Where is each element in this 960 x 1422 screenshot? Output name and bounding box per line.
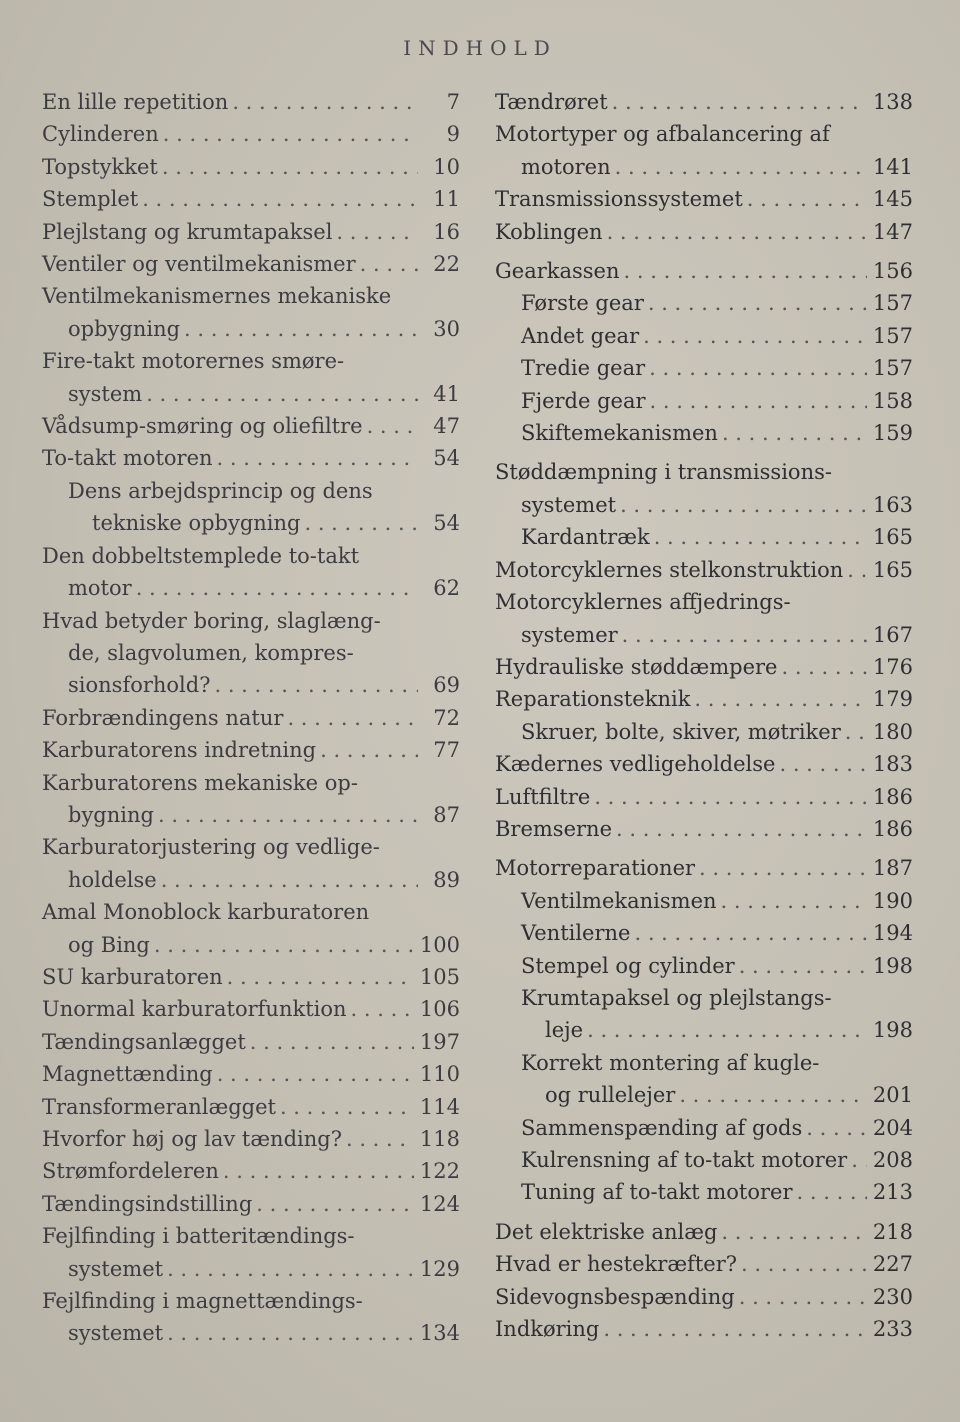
toc-page-number: 77 <box>433 738 460 763</box>
dot-leader <box>332 216 418 248</box>
toc-entry <box>495 1281 913 1313</box>
toc-entry-title: Transmissionssystemet <box>495 187 743 212</box>
toc-entry-title: Indkøring <box>495 1317 600 1342</box>
toc-page-number: 54 <box>433 511 460 536</box>
dot-leader <box>644 287 867 319</box>
toc-page-number: 129 <box>419 1256 460 1281</box>
toc-entry-title: Tuning af to-takt motorer <box>521 1180 793 1205</box>
toc-page-number: 118 <box>419 1127 460 1151</box>
toc-page-number: 213 <box>872 1180 913 1205</box>
toc-entry <box>495 1047 913 1112</box>
dot-leader <box>793 1176 867 1208</box>
toc-entry-title-line: Dens arbejdsprincip og dens <box>68 478 373 503</box>
dot-leader <box>608 86 867 118</box>
toc-page-number: 134 <box>419 1321 460 1346</box>
dot-leader <box>316 734 418 766</box>
toc-page-number: 165 <box>872 525 913 550</box>
toc-entry-title: tekniske opbygning <box>92 511 301 536</box>
toc-entry <box>42 1285 460 1350</box>
toc-page-number: 157 <box>872 323 913 348</box>
toc-page-number: 11 <box>433 187 460 212</box>
toc-entry-title: Plejlstang og krumtapaksel <box>42 219 333 244</box>
toc-entry-title-line: Fejlfinding i batteritændings- <box>42 1224 355 1249</box>
toc-entry <box>42 1123 460 1155</box>
dot-leader <box>650 521 867 553</box>
dot-leader <box>777 651 866 683</box>
dot-leader <box>180 313 418 345</box>
toc-page-number: 201 <box>872 1083 913 1108</box>
toc-page-number: 72 <box>433 705 460 730</box>
dot-leader <box>843 554 867 586</box>
dot-leader <box>717 1216 866 1248</box>
toc-entry <box>495 1112 913 1144</box>
toc-entry-title: Det elektriske anlæg <box>495 1219 718 1244</box>
toc-entry-title-line: Ventilmekanismernes mekaniske <box>42 284 392 309</box>
toc-entry-title: Luftfiltre <box>495 784 591 809</box>
dot-leader <box>646 385 867 417</box>
dot-leader <box>223 961 414 993</box>
toc-page-number: 16 <box>433 219 460 244</box>
toc-entry <box>42 702 460 734</box>
dot-leader <box>342 1123 414 1155</box>
toc-entry <box>495 183 913 215</box>
toc-entry-title: Cylinderen <box>42 122 159 147</box>
toc-entry-title: Andet gear <box>521 323 640 348</box>
toc-page-number: 180 <box>872 719 913 744</box>
toc-entry-title: Motorcyklernes stelkonstruktion <box>495 557 844 582</box>
dot-leader <box>620 255 867 287</box>
toc-entry <box>495 1144 913 1176</box>
dot-leader <box>639 320 867 352</box>
toc-entry <box>495 456 913 521</box>
dot-leader <box>210 669 418 701</box>
toc-entry <box>495 1313 913 1345</box>
dot-leader <box>695 852 867 884</box>
toc-entry-title: system <box>68 381 143 406</box>
toc-entry <box>495 813 913 845</box>
toc-entry-title: Vådsump-smøring og oliefiltre <box>42 414 363 439</box>
toc-entry-title: opbygning <box>68 316 181 341</box>
toc-entry <box>42 475 460 540</box>
toc-page-number: 105 <box>419 964 460 989</box>
dot-leader <box>775 748 866 780</box>
toc-page-number: 159 <box>872 421 913 446</box>
toc-entry <box>495 1176 913 1208</box>
toc-entry-title: Forbrændingens natur <box>42 705 284 730</box>
toc-entry-title: bygning <box>68 802 154 827</box>
toc-page-number: 165 <box>872 557 913 582</box>
toc-entry-title: Karburatorens indretning <box>42 738 317 763</box>
toc-entry <box>42 1188 460 1220</box>
toc-entry-title: Magnettænding <box>42 1062 213 1087</box>
toc-entry-title: Ventilmekanismen <box>521 888 717 913</box>
toc-entry-title: Hvad er hestekræfter? <box>495 1252 737 1277</box>
toc-page-number: 233 <box>872 1317 913 1342</box>
dot-leader <box>583 1014 867 1046</box>
toc-page-number: 179 <box>872 687 913 712</box>
toc-entry-title: Tredie gear <box>521 356 646 381</box>
toc-page-number: 7 <box>446 90 460 114</box>
toc-entry <box>495 917 913 949</box>
toc-page-number: 197 <box>419 1029 460 1054</box>
toc-entry <box>42 410 460 442</box>
toc-entry-title: motor <box>68 576 132 601</box>
toc-entry-title-line: Motorcyklernes affjedrings- <box>495 590 791 615</box>
dot-leader <box>213 442 418 474</box>
toc-entry-title-line: Motortyper og afbalancering af <box>495 122 830 147</box>
toc-entry <box>42 896 460 961</box>
dot-leader <box>690 683 866 715</box>
toc-entry-title: Skruer, bolte, skiver, møtriker <box>521 719 841 744</box>
dot-leader <box>142 378 418 410</box>
toc-entry-title-line: Støddæmpning i transmissions- <box>495 460 832 485</box>
toc-page-number: 208 <box>872 1148 913 1172</box>
toc-entry-title: Hvorfor høj og lav tænding? <box>42 1127 342 1151</box>
toc-entry <box>495 385 913 417</box>
toc-page-number: 30 <box>433 316 460 341</box>
toc-entry <box>42 540 460 605</box>
toc-page-number: 176 <box>872 654 913 679</box>
toc-entry-title: Hydrauliske støddæmpere <box>495 654 778 679</box>
toc-entry-title-line: Korrekt montering af kugle- <box>521 1050 820 1075</box>
toc-page-number: 147 <box>872 219 913 244</box>
toc-page-number: 87 <box>433 802 460 827</box>
toc-entry-title: Reparationsteknik <box>495 687 691 712</box>
dot-leader <box>158 151 418 183</box>
toc-entry-title: Tændingsindstilling <box>42 1191 253 1216</box>
toc-entry <box>42 767 460 832</box>
toc-entry <box>42 1155 460 1187</box>
dot-leader <box>132 572 418 604</box>
toc-entry-title: Motorreparationer <box>495 856 696 881</box>
dot-leader <box>283 702 418 734</box>
dot-leader <box>611 151 867 183</box>
toc-page-number: 141 <box>872 154 913 179</box>
dot-leader <box>154 799 418 831</box>
toc-entry-title: Koblingen <box>495 219 603 244</box>
dot-leader <box>276 1091 414 1123</box>
toc-entry-title: Fjerde gear <box>521 388 646 413</box>
toc-page-number: 187 <box>872 856 913 881</box>
toc-entry <box>495 320 913 352</box>
toc-entry <box>42 1026 460 1058</box>
toc-entry <box>42 216 460 248</box>
toc-entry <box>42 734 460 766</box>
toc-entry-title: Kulrensning af to-takt motorer <box>521 1148 848 1172</box>
toc-page-number: 89 <box>433 867 460 892</box>
toc-entry <box>42 831 460 896</box>
toc-entry-title: Gearkassen <box>495 259 620 284</box>
toc-entry-title-line: Krumtapaksel og plejlstangs- <box>521 985 832 1010</box>
dot-leader <box>150 929 414 961</box>
dot-leader <box>735 950 867 982</box>
toc-entry <box>495 982 913 1047</box>
dot-leader <box>159 118 418 150</box>
toc-entry <box>495 950 913 982</box>
toc-entry-title: Tændingsanlægget <box>42 1029 246 1054</box>
toc-entry <box>42 345 460 410</box>
toc-entry <box>42 1058 460 1090</box>
dot-leader <box>246 1026 414 1058</box>
dot-leader <box>163 1253 414 1285</box>
toc-entry <box>495 118 913 183</box>
toc-page-number: 204 <box>872 1115 913 1140</box>
toc-entry-title: Skiftemekanismen <box>521 421 718 446</box>
toc-page-number: 47 <box>433 414 460 439</box>
dot-leader <box>847 1144 867 1176</box>
toc-entry <box>42 248 460 280</box>
toc-page-number: 157 <box>872 291 913 316</box>
dot-leader <box>138 183 418 215</box>
dot-leader <box>300 507 418 539</box>
toc-page-number: 145 <box>872 187 913 212</box>
dot-leader <box>630 917 866 949</box>
dot-leader <box>219 1155 414 1187</box>
toc-entry <box>495 781 913 813</box>
toc-entry <box>495 716 913 748</box>
toc-entry <box>495 1248 913 1280</box>
toc-page-number: 22 <box>433 252 460 277</box>
toc-entry <box>495 852 913 884</box>
toc-page-number: 156 <box>872 259 913 284</box>
toc-entry-title: sionsforhold? <box>68 673 211 698</box>
toc-entry-title: leje <box>545 1018 584 1043</box>
toc-page-number: 194 <box>872 921 913 946</box>
toc-entry-title-line: Den dobbeltstemplede to-takt <box>42 543 360 568</box>
dot-leader <box>163 1317 414 1349</box>
toc-page-number: 10 <box>433 154 460 179</box>
toc-entry <box>495 683 913 715</box>
toc-entry-title: Kædernes vedligeholdelse <box>495 752 776 777</box>
dot-leader <box>599 1313 867 1345</box>
toc-page-number: 186 <box>872 816 913 841</box>
toc-page-number: 124 <box>419 1191 460 1216</box>
dot-leader <box>616 489 867 521</box>
dot-leader <box>618 619 867 651</box>
toc-entry <box>42 605 460 702</box>
toc-entry <box>42 183 460 215</box>
toc-page-number: 9 <box>446 122 460 147</box>
toc-entry-title: systemet <box>68 1321 164 1346</box>
toc-entry <box>495 352 913 384</box>
toc-page-number: 110 <box>419 1062 460 1087</box>
toc-right-column <box>495 86 913 1345</box>
toc-entry-title: og rullelejer <box>545 1083 676 1108</box>
dot-leader <box>841 716 867 748</box>
toc-page-number: 186 <box>872 784 913 809</box>
dot-leader <box>157 864 418 896</box>
toc-page-number: 167 <box>872 622 913 647</box>
toc-entry <box>42 1091 460 1123</box>
toc-page-number: 183 <box>872 752 913 777</box>
dot-leader <box>735 1281 867 1313</box>
toc-entry-title-line: Karburatorens mekaniske op- <box>42 770 358 795</box>
toc-entry-title: systemet <box>68 1256 164 1281</box>
toc-entry-title: SU karburatoren <box>42 964 223 989</box>
toc-entry-title: Ventilerne <box>521 921 631 946</box>
toc-entry <box>42 1220 460 1285</box>
dot-leader <box>590 781 867 813</box>
toc-page-number: 69 <box>433 673 460 698</box>
dot-leader <box>252 1188 414 1220</box>
toc-entry-title: Sammenspænding af gods <box>521 1115 803 1140</box>
dot-leader <box>363 410 418 442</box>
toc-entry <box>495 1216 913 1248</box>
toc-entry <box>42 961 460 993</box>
toc-entry-title: Første gear <box>521 291 644 316</box>
toc-entry-title: Strømfordeleren <box>42 1159 219 1184</box>
toc-page-number: 163 <box>872 492 913 517</box>
dot-leader <box>675 1079 867 1111</box>
toc-entry-title: Ventiler og ventilmekanismer <box>42 252 356 277</box>
toc-entry <box>42 280 460 345</box>
toc-entry-title-line: Fejlfinding i magnettændings- <box>42 1289 363 1314</box>
toc-page-number: 227 <box>872 1252 913 1277</box>
toc-entry <box>42 151 460 183</box>
toc-entry-title: Tændrøret <box>495 90 608 114</box>
dot-leader <box>743 183 867 215</box>
dot-leader <box>213 1058 414 1090</box>
toc-page-number: 106 <box>419 997 460 1022</box>
toc-entry <box>495 521 913 553</box>
toc-entry <box>495 748 913 780</box>
toc-entry-title-line: Amal Monoblock karburatoren <box>42 900 370 925</box>
toc-entry-title: systemet <box>521 492 617 517</box>
toc-entry <box>495 417 913 449</box>
toc-entry-title: Unormal karburatorfunktion <box>42 997 347 1022</box>
toc-entry-title: Stempel og cylinder <box>521 953 735 978</box>
toc-entry <box>42 86 460 118</box>
toc-entry <box>495 586 913 651</box>
toc-entry <box>495 885 913 917</box>
toc-entry-title: To-takt motoren <box>42 446 213 471</box>
toc-page-number: 122 <box>419 1159 460 1184</box>
toc-page-number: 198 <box>872 953 913 978</box>
dot-leader <box>737 1248 867 1280</box>
dot-leader <box>347 993 414 1025</box>
toc-entry-title-line: Fire-takt motorernes smøre- <box>42 349 345 374</box>
toc-entry <box>42 442 460 474</box>
toc-entry-title: holdelse <box>68 867 157 892</box>
toc-entry-title: systemer <box>521 622 618 647</box>
toc-entry-title: Topstykket <box>42 154 158 179</box>
toc-entry <box>495 287 913 319</box>
toc-entry-title: Sidevognsbespænding <box>495 1284 735 1309</box>
toc-entry-title: Kardantræk <box>521 525 650 550</box>
toc-entry-title: Transformeranlægget <box>42 1094 276 1119</box>
dot-leader <box>603 216 867 248</box>
dot-leader <box>717 885 867 917</box>
page-title: INDHOLD <box>403 36 557 60</box>
toc-page-number: 41 <box>433 381 460 406</box>
toc-page-number: 157 <box>872 356 913 381</box>
toc-entry <box>495 255 913 287</box>
toc-page-number: 114 <box>419 1094 460 1119</box>
toc-entry-title: Stemplet <box>42 187 139 212</box>
toc-entry-title: og Bing <box>68 932 150 957</box>
dot-leader <box>612 813 867 845</box>
toc-entry <box>42 118 460 150</box>
toc-entry <box>495 86 913 118</box>
toc-entry-title: En lille repetition <box>42 90 229 114</box>
dot-leader <box>718 417 867 449</box>
toc-left-column <box>42 86 460 1350</box>
toc-page-number: 54 <box>433 446 460 471</box>
toc-page-number: 190 <box>872 888 913 913</box>
dot-leader <box>645 352 867 384</box>
dot-leader <box>228 86 418 118</box>
toc-page-number: 158 <box>872 388 913 413</box>
toc-entry <box>42 993 460 1025</box>
toc-page-number: 218 <box>872 1219 913 1244</box>
toc-page-number: 62 <box>433 576 460 601</box>
toc-entry <box>495 651 913 683</box>
toc-entry <box>495 216 913 248</box>
dot-leader <box>356 248 418 280</box>
toc-entry-title-line: Karburatorjustering og vedlige- <box>42 835 380 860</box>
toc-page-number: 138 <box>872 90 913 114</box>
toc-entry <box>495 554 913 586</box>
dot-leader <box>802 1112 867 1144</box>
toc-entry-title: motoren <box>521 154 611 179</box>
toc-entry-title-line: Hvad betyder boring, slaglæng- <box>42 608 381 633</box>
toc-entry-title: Bremserne <box>495 816 613 841</box>
toc-page-number: 198 <box>872 1018 913 1043</box>
toc-page-number: 100 <box>419 932 460 957</box>
toc-page-number: 230 <box>872 1284 913 1309</box>
toc-entry-title-line: de, slagvolumen, kompres- <box>68 640 354 665</box>
